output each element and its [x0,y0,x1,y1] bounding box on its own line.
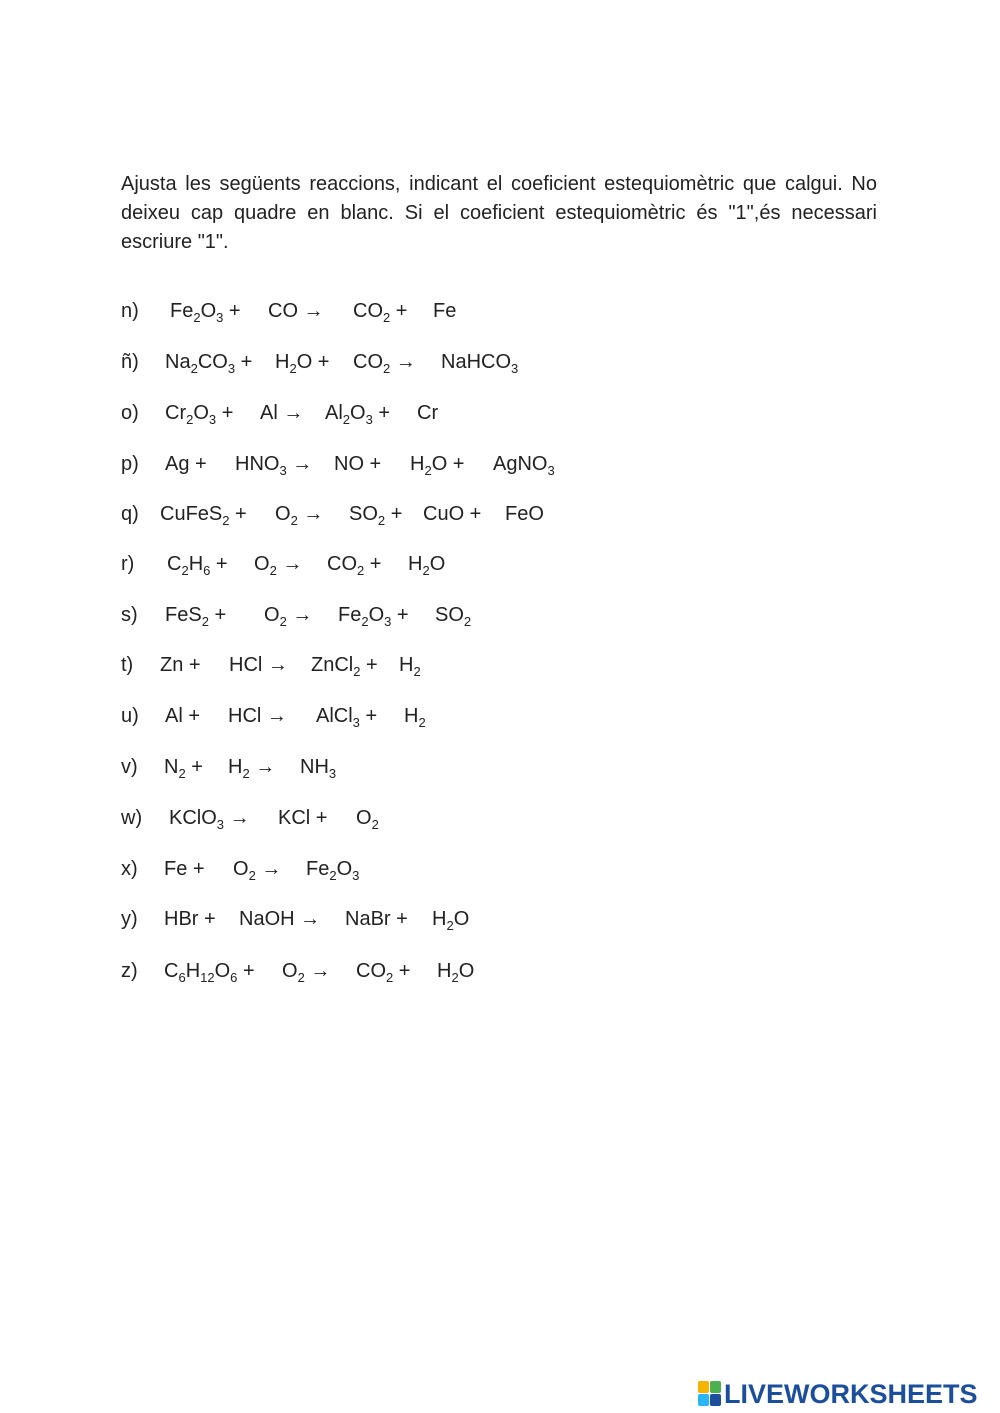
reaction-term: Cr [417,402,439,424]
reaction-label: t) [121,654,134,676]
reaction-label: y) [121,908,138,930]
reaction-term: HCl → [228,705,287,727]
reaction-row [0,600,1000,630]
reaction-term: $H_2O$ + [275,351,330,376]
reaction-term: CuO + [423,503,482,525]
reaction-term: KCl + [278,807,328,829]
reaction-term: $H_2$ [399,654,421,679]
reaction-term: $Fe_2O_3$ [306,858,360,883]
reaction-term: Al + [165,705,201,727]
reaction-term: NaOH → [239,908,321,930]
reaction-row [0,449,1000,479]
reaction-term: $CO_2$ + [356,960,411,985]
reaction-term: $SO_2$ [435,604,472,629]
reaction-term: $O_2$ → [233,858,282,883]
reaction-label: v) [121,756,138,778]
reaction-term: $Al_2O_3$ + [325,402,391,427]
reaction-row [0,549,1000,579]
reaction-term: $H_2$ [404,705,426,730]
reaction-term: AlCl$_3$ + [316,705,378,730]
reaction-label: q) [121,503,139,525]
reaction-label: o) [121,402,139,424]
logo-text: LIVEWORKSHEETS [724,1378,978,1409]
reaction-term: $Cr_2O_3$ + [165,402,234,427]
reaction-term: Zn + [160,654,201,676]
reaction-label: r) [121,553,135,575]
reaction-term: $HNO_3$ → [235,453,313,478]
reaction-row [0,650,1000,680]
reaction-row [0,398,1000,428]
reaction-label: p) [121,453,139,475]
reaction-term: $O_2$ → [254,553,303,578]
reaction-term: $H_2O$ [437,960,475,985]
reaction-row [0,347,1000,377]
reaction-term: HCl → [229,654,288,676]
reaction-term: $CO_2$ → [353,351,416,376]
reaction-term: AgNO$_3$ [493,453,555,478]
reaction-term: Ag + [165,453,207,475]
reaction-term: Al → [260,402,304,424]
reaction-label: x) [121,858,138,880]
instructions-text: Ajusta les següents reaccions, indicant el coeficient estequiomètric que calgui. No deixeu cap quadre en blanc. Si el coeficient estequiomètric és "1",és necessari escriure "1". [121,173,877,253]
reaction-term: Fe [433,300,457,322]
liveworksheets-logo [698,1378,994,1410]
reaction-term: $O_2$ → [275,503,324,528]
reaction-term: $Fe_2O_3$ + [338,604,409,629]
reaction-term: $SO_2$ + [349,503,403,528]
reaction-label: w) [121,807,143,829]
reaction-term: CuFeS$_2$ + [160,503,247,528]
reaction-label: n) [121,300,139,322]
reaction-label: u) [121,705,139,727]
reaction-term: $H_2O$ [408,553,446,578]
reaction-row [0,296,1000,326]
reaction-term: $O_2$ [356,807,379,832]
reaction-term: NO + [334,453,382,475]
reaction-term: $Fe_2O_3$ + [170,300,241,325]
reaction-row [0,956,1000,986]
reaction-term: $H_2$ → [228,756,276,781]
reaction-term: $C_2H_6$ + [167,553,228,578]
reaction-term: Fe + [164,858,205,880]
reaction-row [0,854,1000,884]
reaction-term: $O_2$ → [282,960,331,985]
reaction-term: $CO_2$ + [353,300,408,325]
reaction-label: z) [121,960,138,982]
reaction-term: $Na_2CO_3$ + [165,351,253,376]
reaction-term: $NH_3$ [300,756,337,781]
reaction-row [0,499,1000,529]
reaction-term: NaHCO$_3$ [441,351,519,376]
reaction-term: $N_2$ + [164,756,203,781]
reaction-term: FeO [505,503,544,525]
reaction-term: CO → [268,300,324,322]
reaction-term: $O_2$ → [264,604,313,629]
reaction-label: s) [121,604,138,626]
reaction-term: ZnCl$_2$ + [311,654,378,679]
reaction-row [0,904,1000,934]
reaction-row [0,701,1000,731]
reaction-label: ñ) [121,351,139,373]
reaction-term: NaBr + [345,908,408,930]
reaction-row [0,752,1000,782]
reaction-term: FeS$_2$ + [165,604,227,629]
reaction-row [0,803,1000,833]
reaction-term: $H_2O$ [432,908,470,933]
logo-mark-icon [698,1381,722,1407]
reaction-term: $H_2O$ + [410,453,465,478]
reaction-term: HBr + [164,908,216,930]
reaction-term: KClO$_3$ → [169,807,250,832]
reaction-term: $CO_2$ + [327,553,382,578]
reaction-term: $C_6H_{12}O_6$ + [164,960,255,985]
